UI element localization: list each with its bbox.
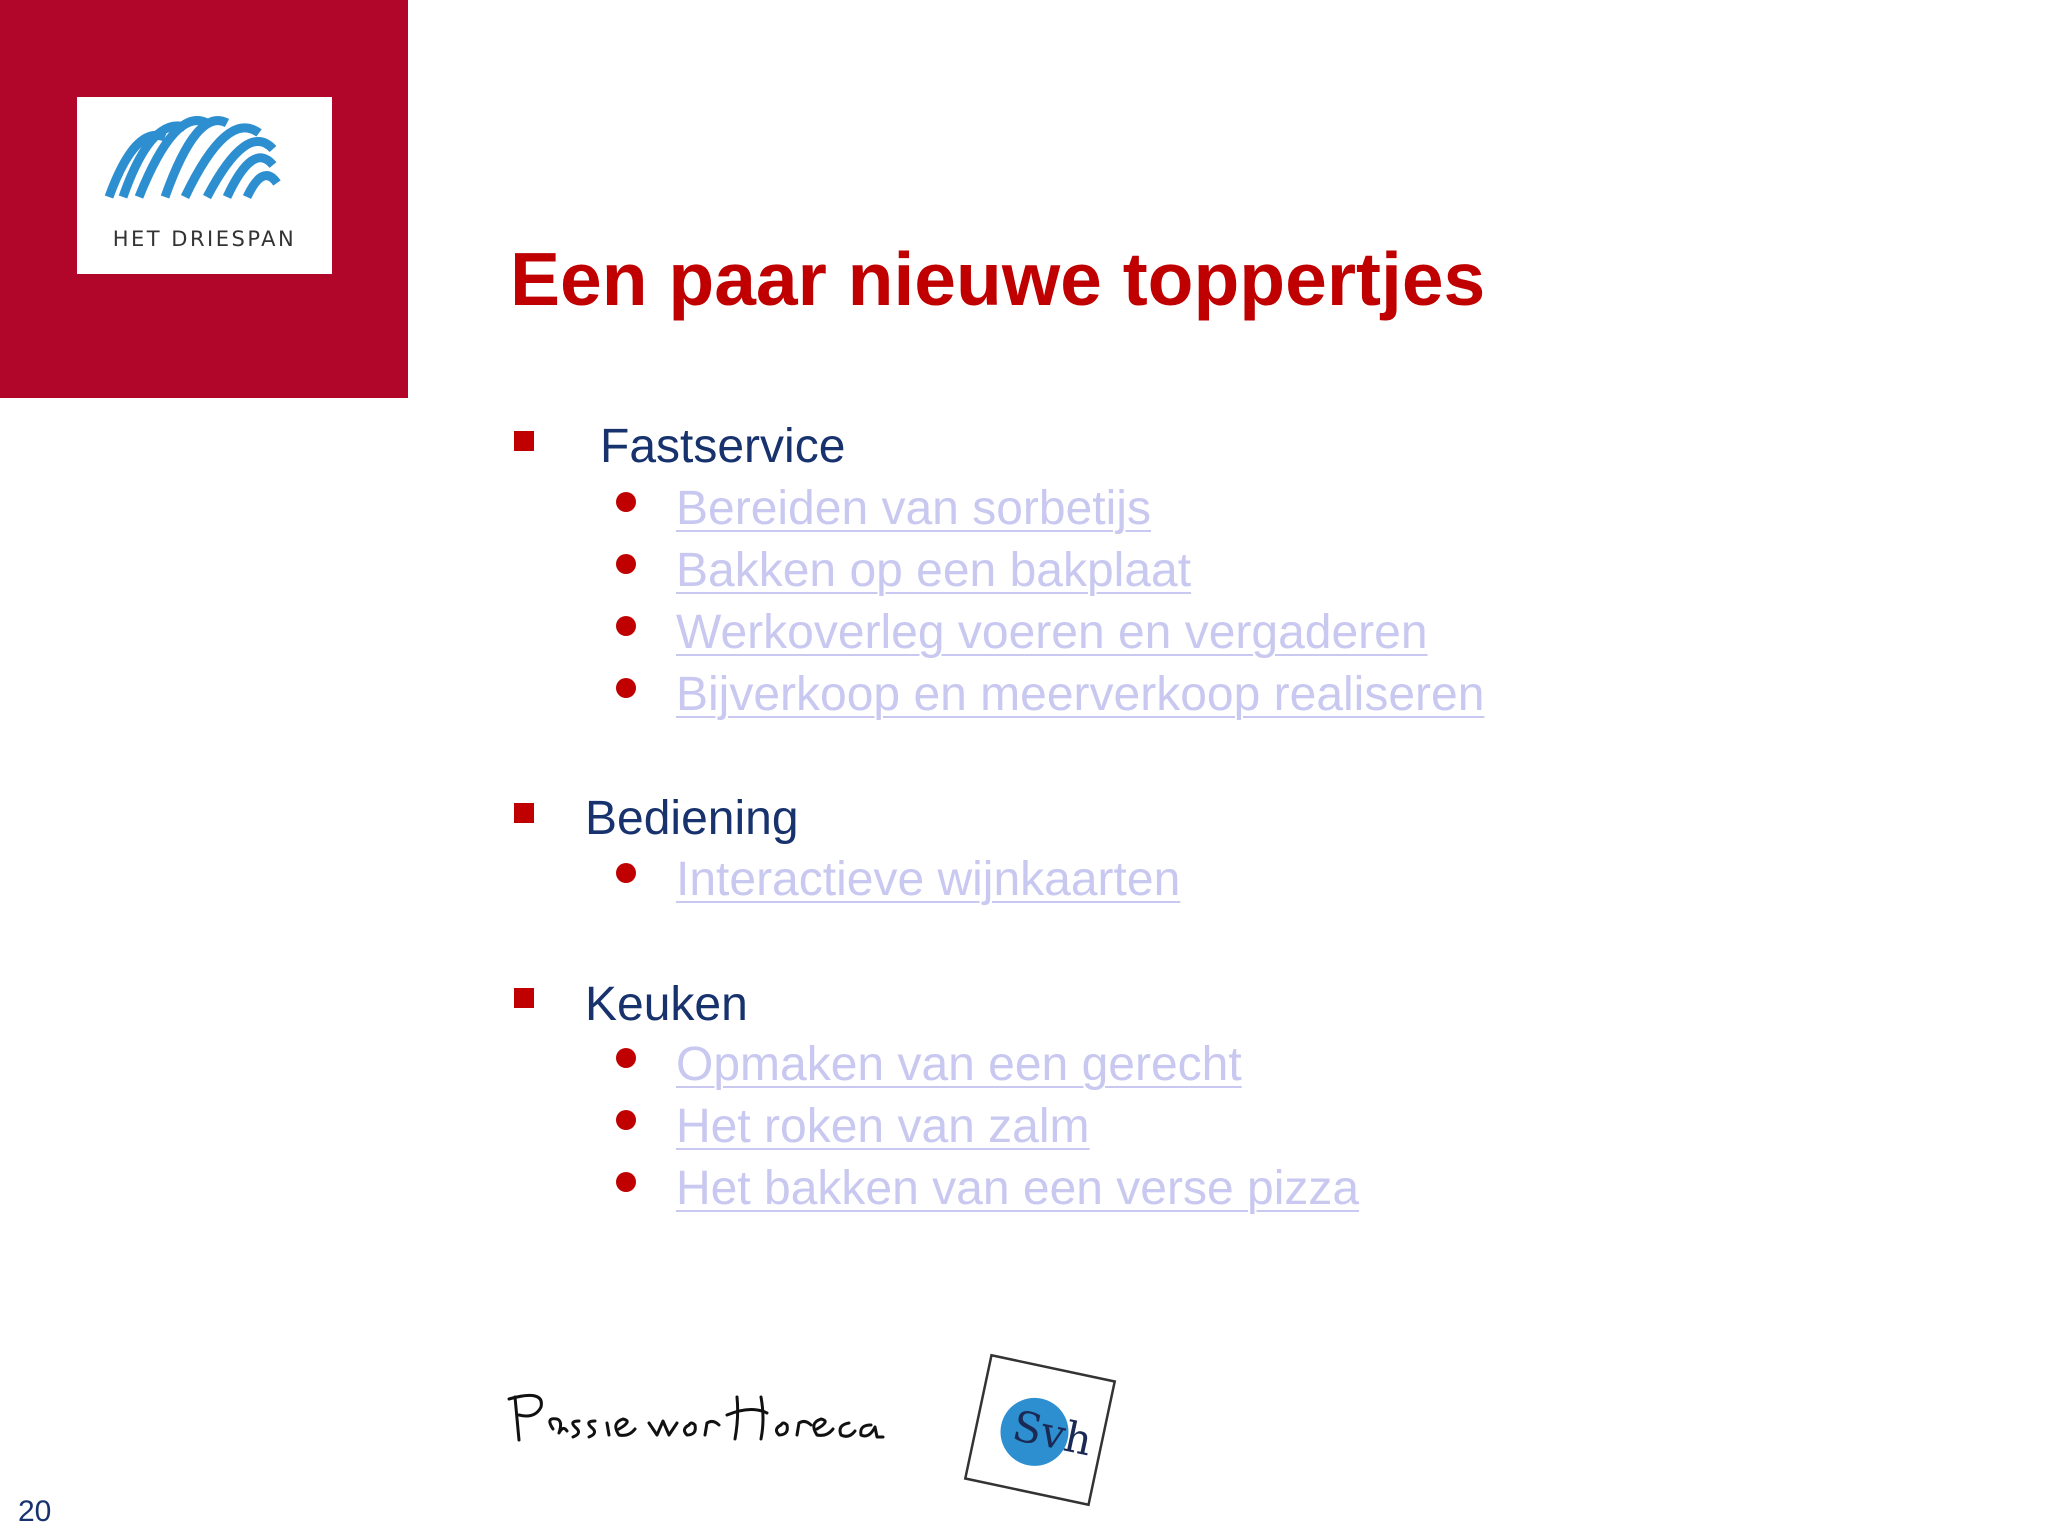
dot-bullet — [616, 1110, 636, 1130]
section-label: Fastservice — [600, 420, 846, 473]
section-label: Keuken — [585, 978, 748, 1031]
section-label: Bediening — [585, 792, 799, 845]
dot-bullet — [616, 1048, 636, 1068]
page-number: 20 — [18, 1495, 52, 1528]
svh-logo — [955, 1345, 1125, 1515]
link-item[interactable]: Opmaken van een gerecht — [676, 1038, 1242, 1091]
dot-bullet — [616, 1172, 636, 1192]
square-bullet — [514, 431, 534, 451]
link-item[interactable]: Het roken van zalm — [676, 1100, 1090, 1153]
brand-block — [0, 0, 408, 398]
het-driespan-logo — [77, 97, 332, 274]
dot-bullet — [616, 616, 636, 636]
link-item[interactable]: Werkoverleg voeren en vergaderen — [676, 606, 1428, 659]
link-item[interactable]: Interactieve wijnkaarten — [676, 853, 1181, 906]
svg-text:Svh: Svh — [1008, 1400, 1097, 1466]
dot-bullet — [616, 863, 636, 883]
link-item[interactable]: Bijverkoop en meerverkoop realiseren — [676, 668, 1485, 721]
dot-bullet — [616, 678, 636, 698]
link-item[interactable]: Bereiden van sorbetijs — [676, 482, 1151, 535]
dot-bullet — [616, 492, 636, 512]
passie-voor-horeca-signature — [505, 1385, 885, 1455]
arches-icon — [77, 97, 332, 227]
link-item[interactable]: Bakken op een bakplaat — [676, 544, 1192, 597]
logo-name: HET DRIESPAN — [112, 227, 297, 251]
square-bullet — [514, 988, 534, 1008]
link-item[interactable]: Het bakken van een verse pizza — [676, 1162, 1360, 1215]
square-bullet — [514, 803, 534, 823]
slide-title: Een paar nieuwe toppertjes — [510, 237, 1486, 321]
dot-bullet — [616, 554, 636, 574]
